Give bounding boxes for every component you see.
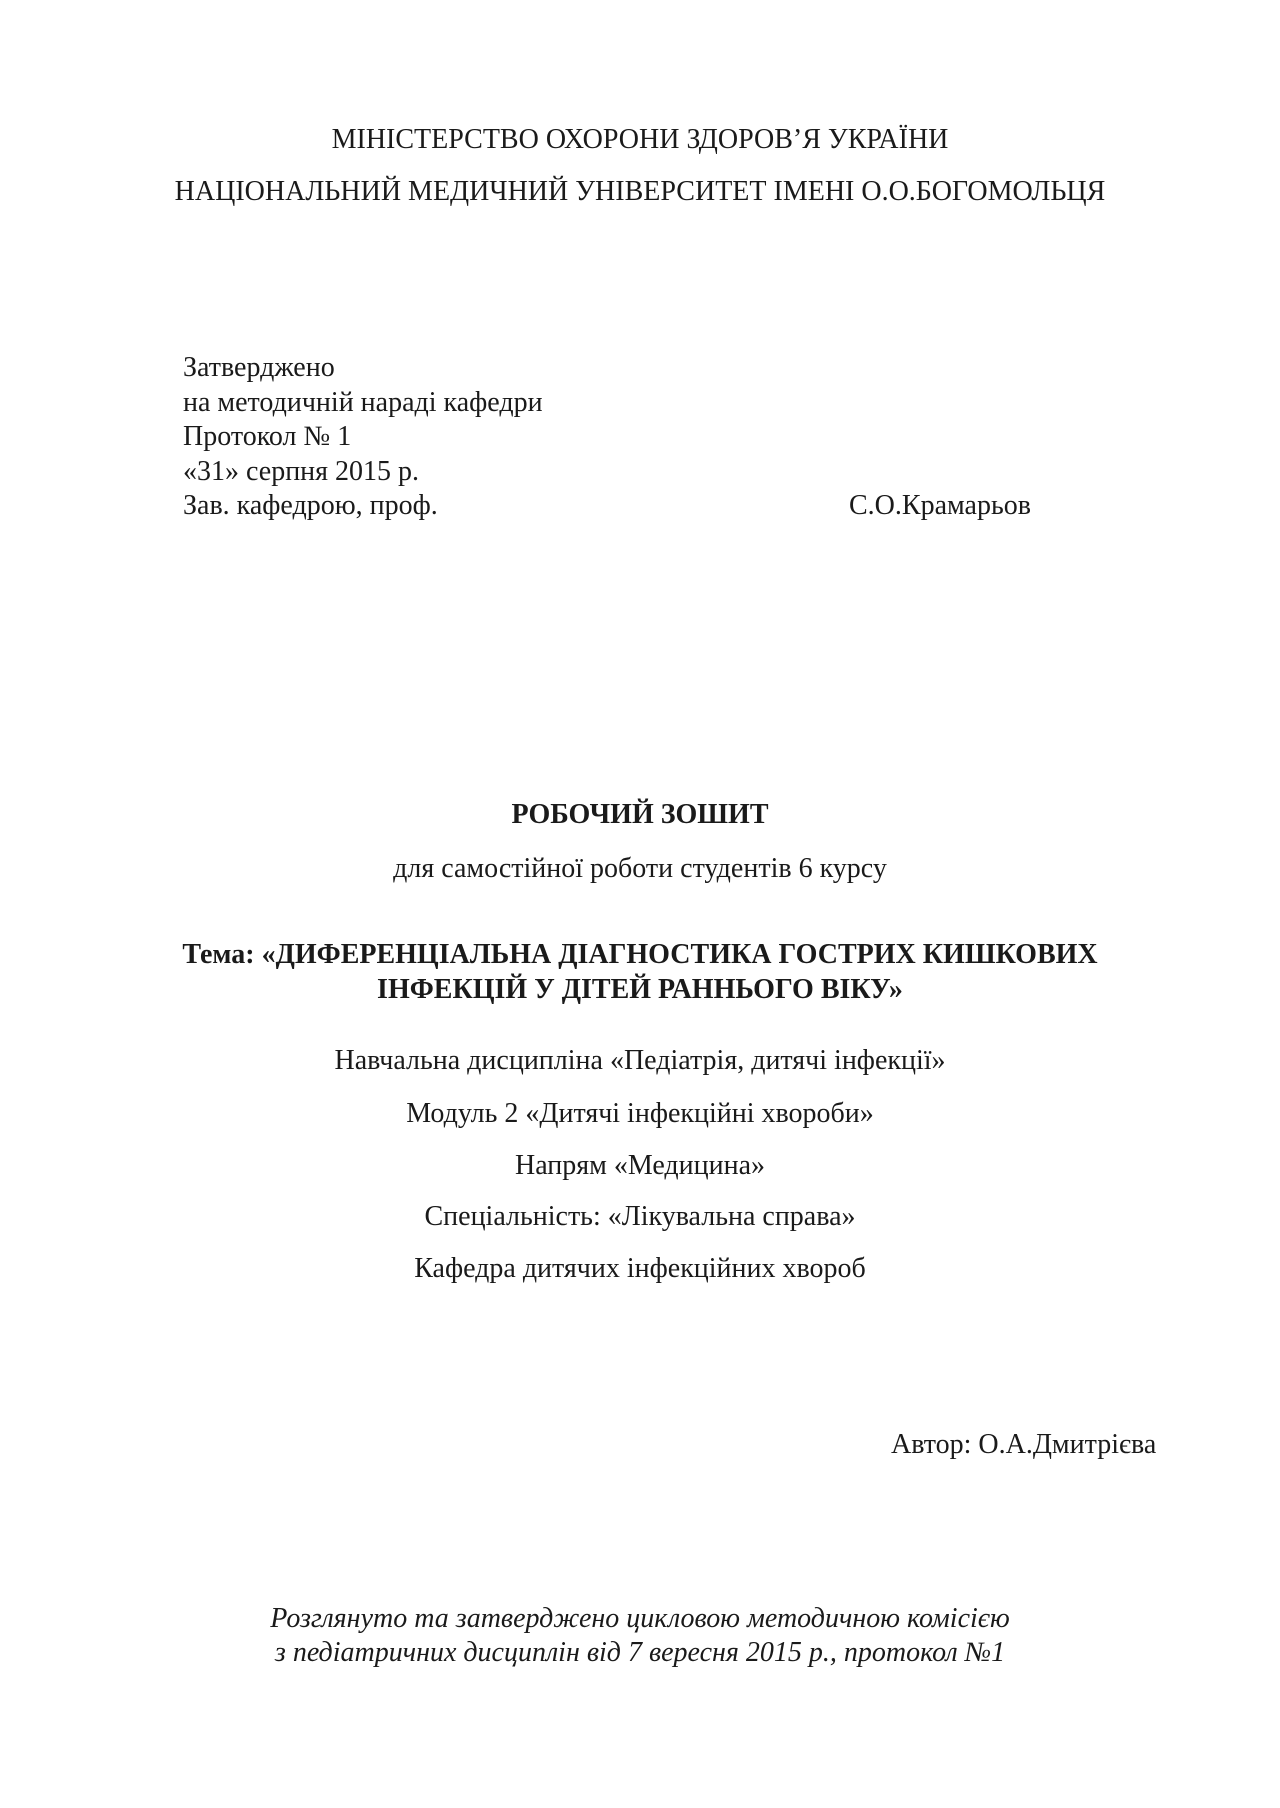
document-title: РОБОЧИЙ ЗОШИТ xyxy=(511,799,769,830)
ministry-heading: МІНІСТЕРСТВО ОХОРОНИ ЗДОРОВ’Я УКРАЇНИ xyxy=(331,124,949,155)
department-line: Кафедра дитячих інфекційних хвороб xyxy=(414,1253,866,1284)
footer-line-1: Розглянуто та затверджено цикловою методичною комісією xyxy=(270,1603,1010,1634)
approval-meeting: на методичній нараді кафедри xyxy=(183,387,543,418)
approval-protocol: Протокол № 1 xyxy=(183,421,352,452)
module-line: Модуль 2 «Дитячі інфекційні хвороби» xyxy=(406,1098,874,1129)
discipline-line: Навчальна дисципліна «Педіатрія, дитячі інфекції» xyxy=(334,1045,946,1076)
approval-head-title: Зав. кафедрою, проф. xyxy=(183,490,438,521)
approval-approved: Затверджено xyxy=(183,352,335,383)
footer-line-2: з педіатричних дисциплін від 7 вересня 2015 р., протокол №1 xyxy=(274,1637,1006,1668)
specialty-line: Спеціальність: «Лікувальна справа» xyxy=(424,1201,856,1232)
topic-line-2: ІНФЕКЦІЙ У ДІТЕЙ РАННЬОГО ВІКУ» xyxy=(377,974,903,1005)
document-subtitle: для самостійної роботи студентів 6 курсу xyxy=(393,853,887,884)
direction-line: Напрям «Медицина» xyxy=(514,1150,766,1181)
approval-head-name: С.О.Крамарьов xyxy=(849,490,1031,521)
topic-line-1: Тема: «ДИФЕРЕНЦІАЛЬНА ДІАГНОСТИКА ГОСТРИХ КИШКОВИХ xyxy=(182,939,1098,970)
approval-date: «31» серпня 2015 р. xyxy=(183,456,420,487)
university-heading: НАЦІОНАЛЬНИЙ МЕДИЧНИЙ УНІВЕРСИТЕТ ІМЕНІ О.О.БОГОМОЛЬЦЯ xyxy=(174,176,1106,207)
author-line: Автор: О.А.Дмитрієва xyxy=(891,1429,1157,1460)
